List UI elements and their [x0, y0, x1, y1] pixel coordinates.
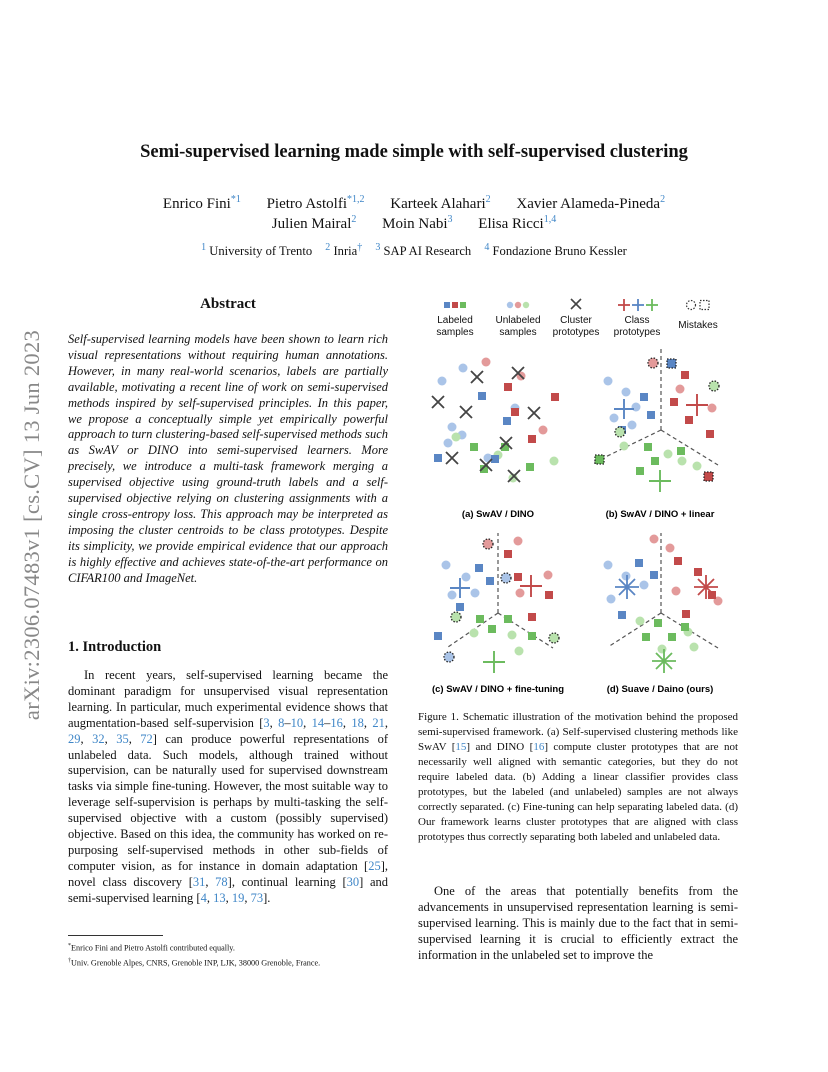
citation-link[interactable]: 25 [368, 858, 381, 873]
panel-c [432, 533, 564, 695]
citation-link[interactable]: 18 [351, 715, 364, 730]
citation-link[interactable]: 14 [311, 715, 325, 730]
citation-link[interactable]: 8 [278, 715, 285, 730]
citation-link[interactable]: 16 [330, 715, 343, 730]
authors-line-2 [0, 214, 828, 233]
citation-link[interactable]: 29 [68, 731, 81, 746]
abstract-heading: Abstract [200, 296, 256, 312]
legend-unlabeled-label: Unlabeled samples [495, 315, 541, 338]
citation-link[interactable]: 16 [533, 741, 545, 753]
author: Moin Nabi$^3$ [382, 214, 453, 232]
author: Enrico Fini$^{*1}$ [162, 194, 241, 212]
panel-a-label: (a) SwAV / DINO [461, 509, 535, 520]
panel-c-label: (c) SwAV / DINO + fine-tuning [431, 684, 565, 695]
legend-labeled-label: Labeled samples [436, 315, 474, 338]
citation-link[interactable]: 13 [213, 890, 226, 905]
citation-link[interactable]: 4 [200, 890, 207, 905]
citation-link[interactable]: 32 [92, 731, 105, 746]
legend-cluster-label: Cluster prototypes [552, 315, 600, 338]
section-heading: 1. Introduction [68, 639, 162, 655]
legend-class-label: Class prototypes [613, 315, 661, 338]
citation-link[interactable]: 15 [455, 741, 467, 753]
abstract-body [68, 332, 388, 587]
citation-link[interactable]: 73 [250, 890, 264, 905]
legend-unlabeled-icon [507, 302, 529, 308]
panel-a [432, 358, 559, 521]
figure-1-graphic [418, 295, 738, 705]
panel-b [593, 347, 719, 520]
legend-labeled-icon [444, 302, 466, 308]
intro-text: In recent years, self-supervised learning became the dominant paradigm for unsupervised visual representation learning. In particular, much experimental evidence shows that augmentation-based self-supervision [3, 8–10, 14–16, 18, 21, 29, 32, 35, 72] can produce powerful representations of unlabeled data. Such models, although trained without supervision, can be naturally used for supervised downstream tasks via simple fine-tuning. However, the most suitable way to leverage self-supervision is perhaps by multi-tasking the self-supervised objective with a custom (possibly supervised) objective. Based on this idea, the community has worked on re-purposing self-supervised methods in other sub-fields of computer vision, as for instance in domain adaptation [25], novel class discovery [31, 78], continual learning [30] and semi-supervised learning [4, 13, 19, 73]. [68, 668, 389, 905]
arxiv-stamp: arXiv:2306.07483v1 [cs.CV] 13 Jun 2023 [19, 329, 44, 721]
footnote: †Univ. Grenoble Alpes, CNRS, Grenoble INP, LJK, 38000 Grenoble, France. [68, 957, 321, 968]
author: Karteek Alahari$^2$ [390, 194, 491, 212]
citation-link[interactable]: 31 [192, 874, 206, 889]
citation-link[interactable]: 72 [140, 731, 153, 746]
footnote-rule [68, 935, 163, 936]
citation-link[interactable]: 21 [372, 715, 385, 730]
footnotes [68, 940, 398, 969]
author: Pietro Astolfi$^{*1,2}$ [266, 194, 365, 212]
legend-mistakes-label: Mistakes [678, 320, 718, 331]
abstract-text: Self-supervised learning models have been shown to learn rich visual representations without requiring human annotations. However, in many real-world scenarios, labels are partially available, motivating a recent line of work on semi-supervised methods inspired by self-supervised principles. In this paper, we propose a conceptually simple yet empirically powerful approach to turn clustering-based self-supervised methods such as SwAV or DINO into semi-supervised learners. More precisely, we introduce a multi-task framework merging a supervised objective using ground-truth labels and a self-supervised objective relying on clustering assignments with a single cross-entropy loss. This approach may be interpreted as imposing the cluster centroids to be class prototypes. Despite its simplicity, we provide empirical evidence that our approach is highly effective and achieves state-of-the-art performance on CIFAR100 and ImageNet. [68, 332, 388, 585]
affiliations: $^1$ University of Trento $^2$ Inria† $^3$ SAP AI Research $^4$ Fondazione Bruno Kessler [201, 242, 627, 259]
right-paragraph-text: One of the areas that potentially benefits from the advancements in unsupervised representation learning is semi-supervised learning. This is mainly due to the fact that in semi-supervised learning it is crucial to efficiently extract the information in the unlabeled set to improve the [418, 884, 738, 962]
citation-link[interactable]: 35 [116, 731, 129, 746]
authors-line-1 [0, 194, 828, 213]
citation-link[interactable]: 10 [290, 715, 304, 730]
right-paragraph [418, 884, 738, 964]
citation-link[interactable]: 78 [215, 874, 228, 889]
citation-link[interactable]: 30 [346, 874, 360, 889]
panel-d [604, 533, 723, 695]
footnote: *Enrico Fini and Pietro Astolfi contributed equally. [68, 943, 235, 953]
citation-link[interactable]: 19 [231, 890, 245, 905]
figure-1 [418, 295, 738, 705]
author: Julien Mairal$^2$ [271, 214, 357, 232]
panel-b-label: (b) SwAV / DINO + linear [605, 509, 715, 520]
author: Elisa Ricci$^{1,4}$ [478, 214, 557, 232]
intro-paragraph [68, 668, 388, 907]
panel-d-label: (d) Suave / Daino (ours) [606, 684, 714, 695]
legend-cluster-icon [571, 299, 581, 309]
paper-title: Semi-supervised learning made simple with self-supervised clustering [140, 142, 688, 162]
legend-mistakes-icon [687, 301, 710, 310]
figure-caption [418, 710, 738, 845]
legend-class-icon [618, 299, 658, 311]
caption-text: Figure 1. Schematic illustration of the motivation behind the proposed semi-supervised framework. (a) Self-supervised clustering methods like SwAV [15] and DINO [16] compute cluster prototypes that are not necessarily well aligned with semantic categories, but they do not require labeled data. (b) Adding a linear classifier provides class prototypes, but the labeled (and unlabeled) samples are not always correctly separated. (c) Fine-tuning can help separating labeled data. (d) Our framework learns cluster prototypes that are aligned with class prototypes thus correctly separating both labeled and unlabeled data. [418, 711, 739, 843]
author: Xavier Alameda-Pineda$^2$ [516, 194, 666, 212]
citation-link[interactable]: 3 [263, 715, 270, 730]
